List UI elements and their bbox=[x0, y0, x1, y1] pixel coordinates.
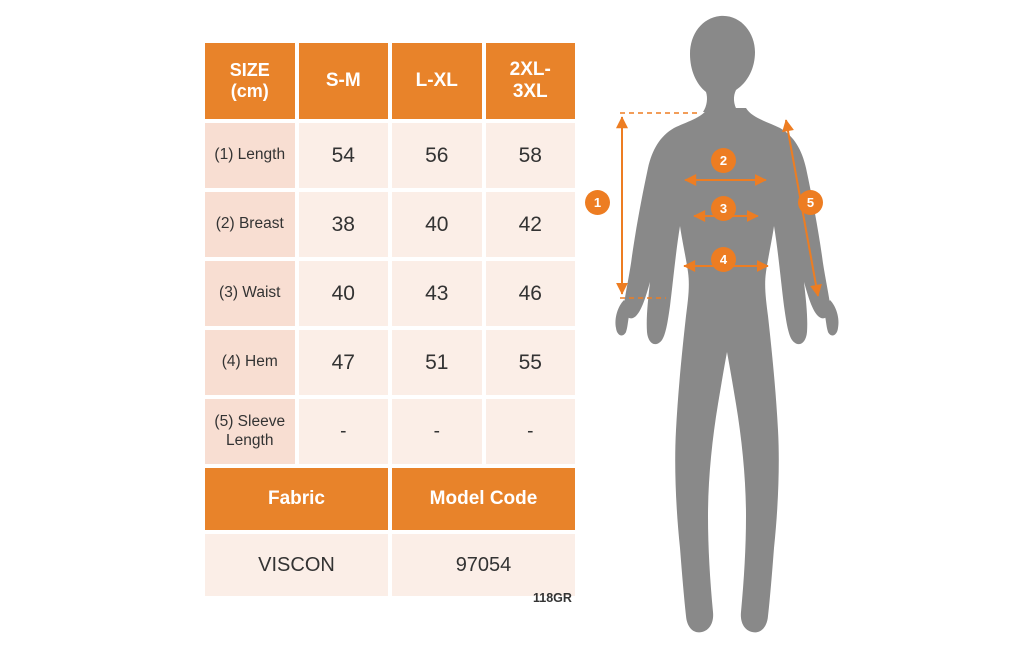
cell-hem-lxl: 51 bbox=[390, 328, 484, 397]
silhouette-body bbox=[615, 16, 838, 633]
header-2xl-line2: 3XL bbox=[512, 81, 548, 102]
table-footer-header-row bbox=[203, 466, 577, 532]
table-row bbox=[203, 121, 577, 190]
row-label-hem: (4) Hem bbox=[203, 328, 297, 397]
header-size-line1: SIZE bbox=[229, 60, 270, 81]
row-label-breast: (2) Breast bbox=[203, 190, 297, 259]
badge-4-hem: 4 bbox=[712, 248, 735, 271]
cell-length-lxl: 56 bbox=[390, 121, 484, 190]
cell-hem-2xl: 55 bbox=[484, 328, 578, 397]
table-header-row bbox=[203, 41, 577, 121]
footer-value-model-code: 97054 bbox=[390, 532, 577, 598]
cell-breast-lxl: 40 bbox=[390, 190, 484, 259]
header-size-cm bbox=[203, 41, 297, 121]
cell-sleeve-2xl: - bbox=[484, 397, 578, 466]
cell-waist-sm: 40 bbox=[297, 259, 391, 328]
header-size-line2: (cm) bbox=[230, 81, 269, 101]
footer-value-fabric: VISCON bbox=[203, 532, 390, 598]
table-row bbox=[203, 259, 577, 328]
figure-diagram bbox=[590, 0, 890, 662]
header-sm: S-M bbox=[297, 41, 391, 121]
cell-breast-2xl: 42 bbox=[484, 190, 578, 259]
cell-hem-sm: 47 bbox=[297, 328, 391, 397]
table-row bbox=[203, 397, 577, 466]
badge-3-waist: 3 bbox=[712, 197, 735, 220]
cell-sleeve-sm: - bbox=[297, 397, 391, 466]
header-2xl-line1: 2XL- bbox=[509, 59, 551, 81]
badge-2-breast: 2 bbox=[712, 149, 735, 172]
badge-5-sleeve: 5 bbox=[799, 191, 822, 214]
footer-label-model-code: Model Code bbox=[390, 466, 577, 532]
cell-breast-sm: 38 bbox=[297, 190, 391, 259]
cell-waist-lxl: 43 bbox=[390, 259, 484, 328]
row-label-waist: (3) Waist bbox=[203, 259, 297, 328]
size-table bbox=[203, 41, 577, 598]
header-2xl-3xl bbox=[484, 41, 578, 121]
footer-label-fabric: Fabric bbox=[203, 466, 390, 532]
cell-waist-2xl: 46 bbox=[484, 259, 578, 328]
table-row bbox=[203, 190, 577, 259]
badge-1-length: 1 bbox=[586, 191, 609, 214]
female-silhouette-svg bbox=[590, 0, 890, 662]
row-label-sleeve-length: (5) Sleeve Length bbox=[203, 397, 297, 466]
cell-length-sm: 54 bbox=[297, 121, 391, 190]
table-row bbox=[203, 328, 577, 397]
row-label-length: (1) Length bbox=[203, 121, 297, 190]
table-footer-value-row bbox=[203, 532, 577, 598]
cell-sleeve-lxl: - bbox=[390, 397, 484, 466]
cell-length-2xl: 58 bbox=[484, 121, 578, 190]
header-lxl: L-XL bbox=[390, 41, 484, 121]
product-code-note: 118GR bbox=[533, 591, 572, 605]
